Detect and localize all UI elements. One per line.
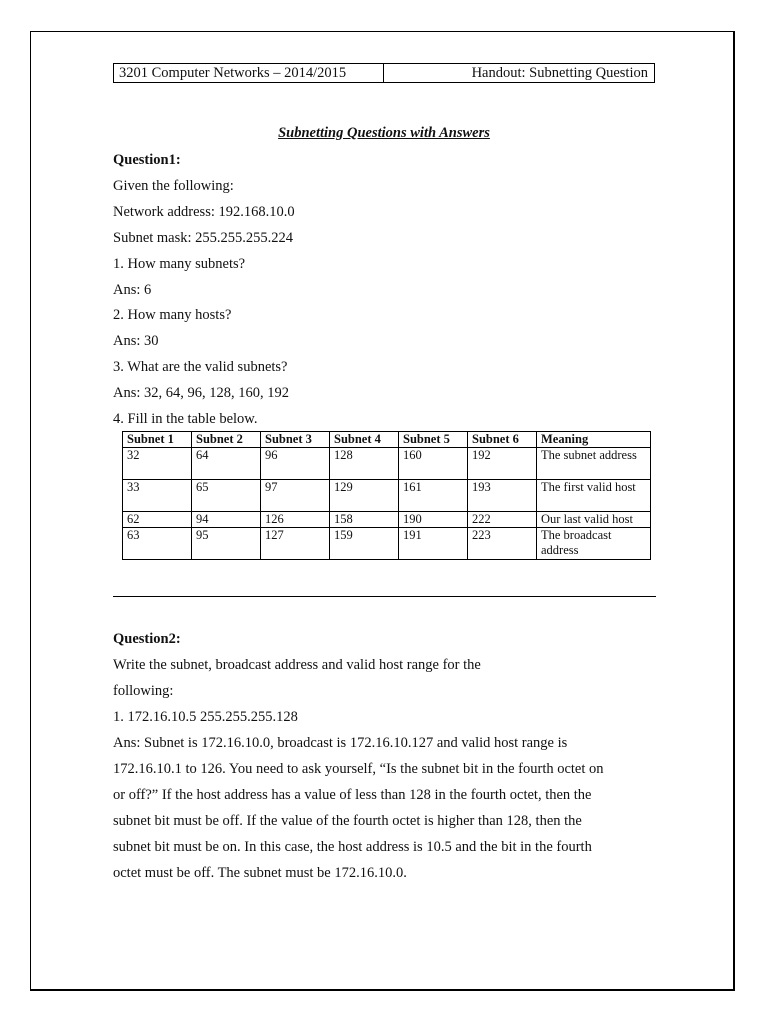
q1-line: 3. What are the valid subnets? [113, 359, 288, 375]
question2-heading: Question2: [113, 631, 181, 647]
table-cell: 191 [399, 528, 468, 560]
table-cell: The first valid host [537, 480, 651, 512]
q2-line: 1. 172.16.10.5 255.255.255.128 [113, 709, 298, 725]
column-header: Subnet 2 [192, 432, 261, 448]
table-cell: 223 [468, 528, 537, 560]
table-row [123, 528, 651, 560]
q1-line: Ans: 32, 64, 96, 128, 160, 192 [113, 385, 290, 401]
column-header: Meaning [537, 432, 651, 448]
table-cell: 33 [123, 480, 192, 512]
table-row [123, 512, 651, 528]
table-cell: 129 [330, 480, 399, 512]
q1-line: Given the following: [113, 178, 234, 194]
table-cell: 161 [399, 480, 468, 512]
question1-heading: Question1: [113, 152, 181, 168]
q1-line: 1. How many subnets? [113, 256, 246, 272]
table-cell: The broadcast address [537, 528, 651, 560]
column-header: Subnet 3 [261, 432, 330, 448]
table-header-row [123, 432, 651, 448]
document-header [113, 63, 655, 83]
column-header: Subnet 1 [123, 432, 192, 448]
table-cell: 126 [261, 512, 330, 528]
table-cell: Our last valid host [537, 512, 651, 528]
table-cell: 222 [468, 512, 537, 528]
section-divider [113, 596, 656, 597]
q1-line: Ans: 6 [113, 282, 152, 298]
column-header: Subnet 4 [330, 432, 399, 448]
table-cell: 190 [399, 512, 468, 528]
q2-line: following: [113, 683, 174, 699]
table-cell: 65 [192, 480, 261, 512]
table-cell: 159 [330, 528, 399, 560]
q1-line: 2. How many hosts? [113, 307, 232, 323]
q1-line: 4. Fill in the table below. [113, 411, 258, 427]
column-header: Subnet 6 [468, 432, 537, 448]
document-title: Subnetting Questions with Answers [278, 125, 490, 141]
q2-line: Write the subnet, broadcast address and valid host range for the [113, 657, 481, 673]
q1-line: Subnet mask: 255.255.255.224 [113, 230, 294, 246]
table-cell: 160 [399, 448, 468, 480]
table-cell: 95 [192, 528, 261, 560]
table-cell: 192 [468, 448, 537, 480]
q2-line: subnet bit must be off. If the value of the fourth octet is higher than 128, then the [113, 813, 582, 829]
table-cell: 96 [261, 448, 330, 480]
table-cell: The subnet address [537, 448, 651, 480]
table-row [123, 448, 651, 480]
table-cell: 63 [123, 528, 192, 560]
q2-line: octet must be off. The subnet must be 172.16.10.0. [113, 865, 407, 881]
table-cell: 62 [123, 512, 192, 528]
table-cell: 64 [192, 448, 261, 480]
q1-line: Network address: 192.168.10.0 [113, 204, 295, 220]
q2-line: subnet bit must be on. In this case, the host address is 10.5 and the bit in the fourth [113, 839, 592, 855]
table-cell: 97 [261, 480, 330, 512]
q2-line: or off?” If the host address has a value of less than 128 in the fourth octet, then the [113, 787, 592, 803]
course-title: 3201 Computer Networks – 2014/2015 [114, 64, 384, 82]
table-cell: 128 [330, 448, 399, 480]
q1-line: Ans: 30 [113, 333, 159, 349]
handout-title: Handout: Subnetting Question [471, 65, 648, 81]
table-cell: 158 [330, 512, 399, 528]
subnet-table [122, 431, 651, 560]
table-cell: 94 [192, 512, 261, 528]
column-header: Subnet 5 [399, 432, 468, 448]
table-cell: 32 [123, 448, 192, 480]
q2-line: 172.16.10.1 to 126. You need to ask yourself, “Is the subnet bit in the fourth octet on [113, 761, 604, 777]
table-cell: 127 [261, 528, 330, 560]
table-cell: 193 [468, 480, 537, 512]
table-row [123, 480, 651, 512]
q2-line: Ans: Subnet is 172.16.10.0, broadcast is 172.16.10.127 and valid host range is [113, 735, 568, 751]
